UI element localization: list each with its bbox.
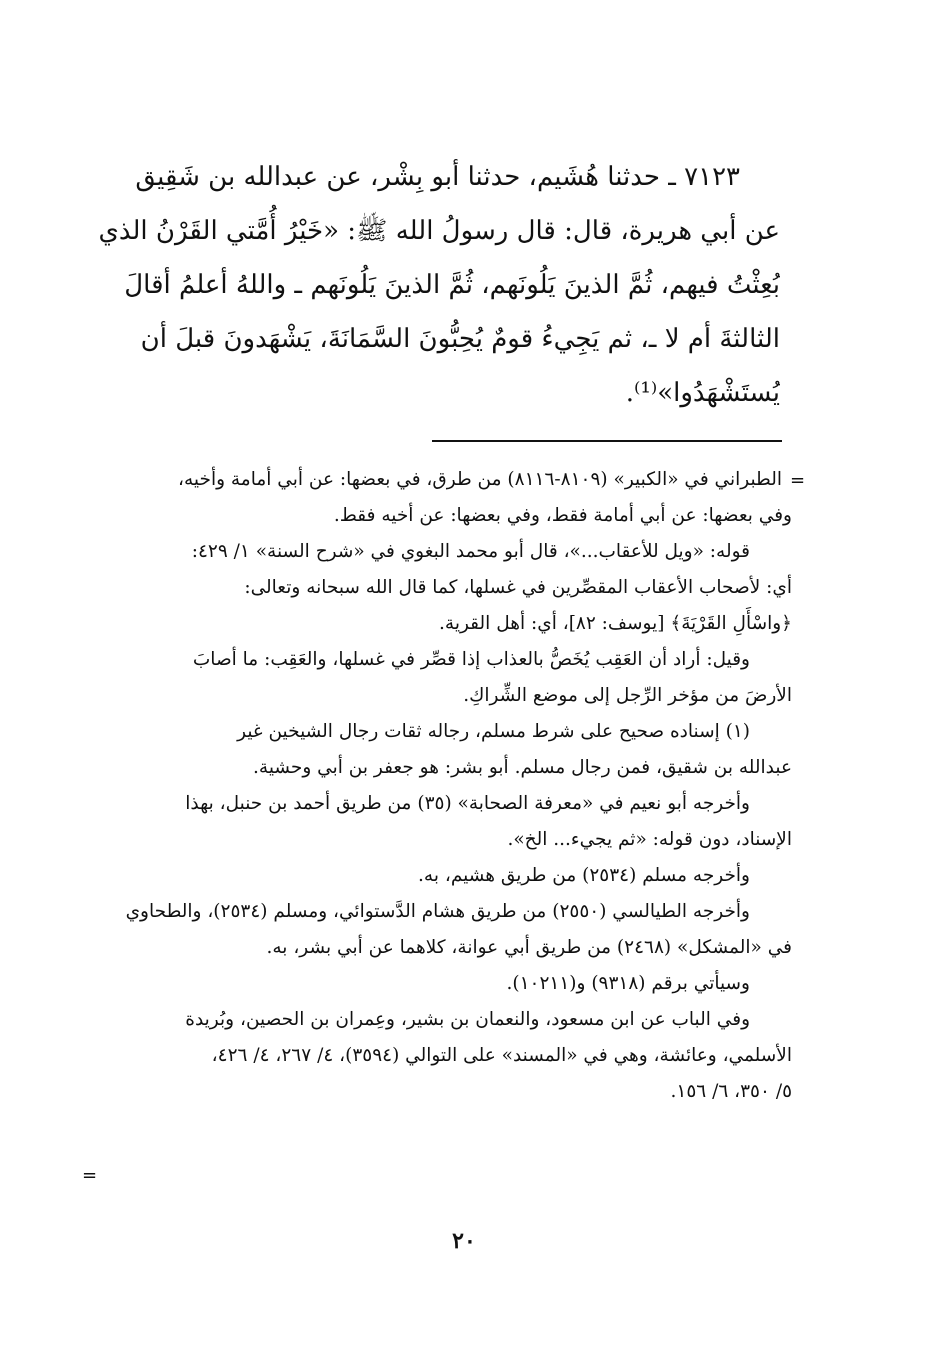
continuation-marker-bottom: = <box>82 1165 98 1186</box>
continuation-marker-top: = <box>790 470 806 491</box>
footnotes <box>80 462 792 1110</box>
hadith-line: الثالثةَ أم لا ـ، ثم يَجِيءُ قومٌ يُحِبُّونَ السَّمَانَةَ، يَشْهَدونَ قبلَ أن <box>140 324 780 354</box>
footnote-line: أي: لأصحاب الأعقاب المقصِّرين في غسلها، كما قال الله سبحانه وتعالى: <box>244 577 792 598</box>
footnote-line: الطبراني في «الكبير» (٨١٠٩-٨١١٦) من طرق، في بعضها: عن أبي أمامة وأخيه، <box>178 469 782 490</box>
footnote-line: وسيأتي برقم (٩٣١٨) و(١٠٢١١). <box>506 973 750 994</box>
footnote-line: عبدالله بن شقيق، فمن رجال مسلم. أبو بشر: هو جعفر بن أبي وحشية. <box>253 757 792 778</box>
footnote-line: قوله: «ويل للأعقاب...»، قال أبو محمد البغوي في «شرح السنة» ١/ ٤٢٩: <box>191 541 750 562</box>
footnote-line: الإسناد، دون قوله: «ثم يجيء... الخ». <box>507 829 792 850</box>
footnote-line: وفي الباب عن ابن مسعود، والنعمان بن بشير، وعِمران بن الحصين، وبُريدة <box>185 1009 750 1030</box>
footnote-line: الأسلمي، وعائشة، وهي في «المسند» على التوالي (٣٥٩٤)، ٤/ ٢٦٧، ٤/ ٤٢٦، <box>211 1045 792 1066</box>
footnote-line: (١) إسناده صحيح على شرط مسلم، رجاله ثقات رجال الشيخين غير <box>237 721 750 742</box>
footnote-separator <box>432 440 782 442</box>
hadith-text <box>80 150 780 420</box>
footnote-line: وأخرجه مسلم (٢٥٣٤) من طريق هشيم، به. <box>418 865 750 886</box>
hadith-line: عن أبي هريرة، قال: قال رسولُ الله ﷺ: «خَيْرُ أُمَّتي القَرْنُ الذي <box>98 216 780 246</box>
footnote-line: الأرضَ من مؤخر الرِّجل إلى موضع الشِّراكِ. <box>463 685 792 706</box>
hadith-line: يُستَشْهَدُوا»⁽¹⁾. <box>625 378 780 408</box>
hadith-line: ٧١٢٣ ـ حدثنا هُشَيم، حدثنا أبو بِشْر، عن عبدالله بن شَقِيق <box>135 162 740 192</box>
footnote-line: وفي بعضها: عن أبي أمامة فقط، وفي بعضها: عن أخيه فقط. <box>333 505 792 526</box>
footnote-line: ﴿واسْأَلِ القَرْيَةَ﴾ [يوسف: ٨٢]، أي: أهل القرية. <box>439 613 792 634</box>
hadith-line: بُعِثْتُ فيهم، ثُمَّ الذينَ يَلُونَهم، ثُمَّ الذينَ يَلُونَهم ـ واللهُ أعلمُ أقالَ <box>124 270 780 300</box>
page-number: ٢٠ <box>452 1228 476 1254</box>
footnote-line: وأخرجه الطيالسي (٢٥٥٠) من طريق هشام الدَّستوائي، ومسلم (٢٥٣٤)، والطحاوي <box>125 901 750 922</box>
footnote-line: وقيل: أراد أن العَقِب يُخَصُّ بالعذاب إذا قصِّر في غسلها، والعَقِب: ما أصابَ <box>192 649 750 670</box>
footnote-line: ٥/ ٣٥٠، ٦/ ١٥٦. <box>670 1081 792 1102</box>
footnote-line: في «المشكل» (٢٤٦٨) من طريق أبي عوانة، كلاهما عن أبي بشر، به. <box>266 937 792 958</box>
footnote-line: وأخرجه أبو نعيم في «معرفة الصحابة» (٣٥) من طريق أحمد بن حنبل، بهذا <box>185 793 750 814</box>
